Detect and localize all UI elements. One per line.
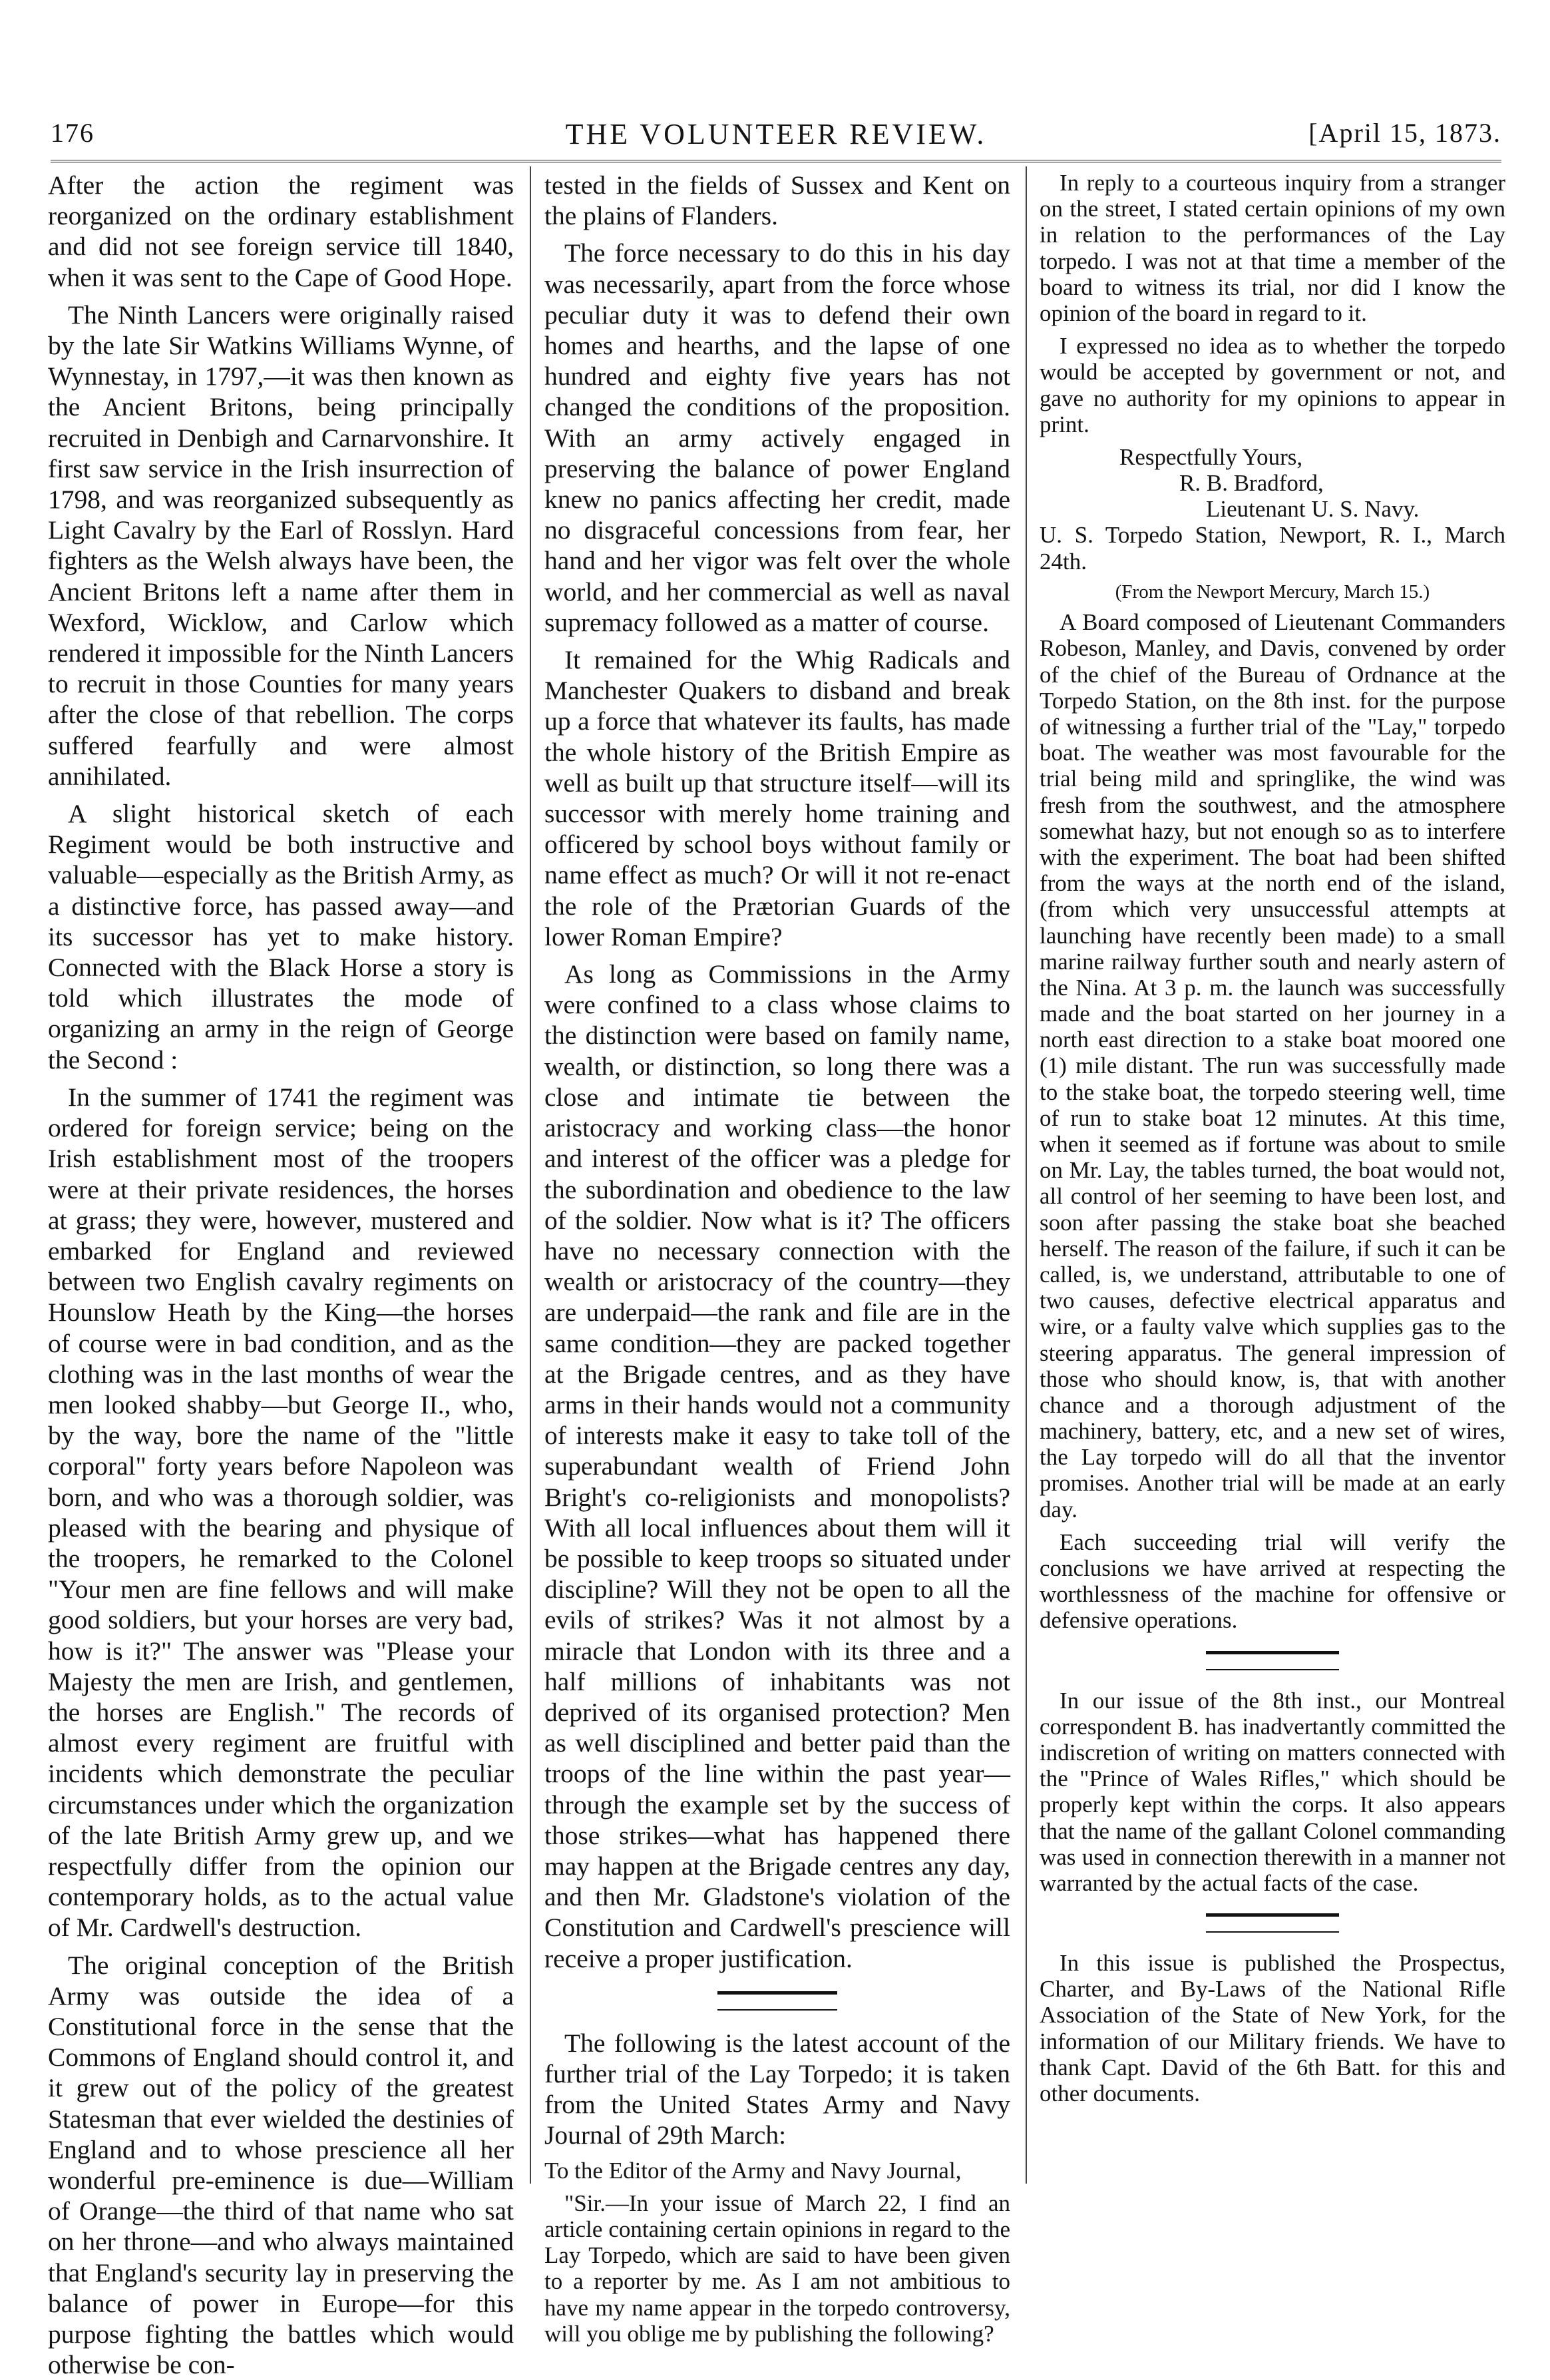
newspaper-title: THE VOLUNTEER REVIEW. (565, 118, 987, 150)
paragraph: A slight historical sketch of each Regiment would be both instructive and valuable—especially as the British Army, as a distinctive force, has passed away—and its successor has yet to make history. Connected with the Black Horse a story is told which illustrates the mode of organizing an army in the reign of George the Second : (48, 799, 514, 1074)
paragraph: In reply to a courteous inquiry from a stranger on the street, I stated certain opinions of my own in relation to the performances of the Lay torpedo. I was not at that time a member of the board to witness its trial, nor did I know the opinion of the board in regard to it. (1040, 170, 1505, 326)
paragraph: The following is the latest account of the further trial of the Lay Torpedo; it is taken from the United States Army and Navy Journal of 29th March: (544, 2028, 1010, 2150)
column-1 (48, 170, 514, 2380)
signature-closing: Respectfully Yours, (1119, 443, 1303, 470)
source-note: (From the Newport Mercury, March 15.) (1115, 581, 1430, 602)
section-separator (1206, 1651, 1339, 1670)
paragraph: In this issue is published the Prospectus, Charter, and By-Laws of the National Rifle Association of the State of New York, for the information of our Military friends. We have to thank Capt. David of the 6th Batt. for this and other documents. (1040, 1950, 1505, 2107)
issue-date: [April 15, 1873. (1308, 118, 1501, 148)
paragraph: In our issue of the 8th inst., our Montreal correspondent B. has inadvertantly committed the indiscretion of writing on matters connected with the "Prince of Wales Rifles," which should be properly kept within the corps. It also appears that the name of the gallant Colonel commanding was used in connection therewith in a manner not warranted by the actual facts of the case. (1040, 1687, 1505, 1896)
letter-heading: To the Editor of the Army and Navy Journal, (544, 2157, 962, 2184)
column-divider (530, 166, 531, 2184)
section-separator (1206, 1913, 1339, 1933)
page-header (51, 117, 1501, 157)
paragraph: I expressed no idea as to whether the torpedo would be accepted by government or not, and gave no authority for my opinions to appear in print. (1040, 333, 1505, 437)
section-separator (717, 1991, 837, 2011)
paragraph: After the action the regiment was reorganized on the ordinary establishment and did not see foreign service till 1840, when it was sent to the Cape of Good Hope. (48, 170, 514, 292)
signature-rank: Lieutenant U. S. Navy. (1206, 496, 1420, 523)
page-number: 176 (51, 118, 95, 148)
letter-body: "Sir.—In your issue of March 22, I find an article containing certain opinions in regard to the Lay Torpedo, which are said to have been given to a reporter by me. As I am not ambitious to have my name appear in the torpedo controversy, will you oblige me by publishing the following? (544, 2190, 1010, 2347)
paragraph: The force necessary to do this in his day was necessarily, apart from the force whose peculiar duty it was to defend their own homes and hearths, and the lapse of one hundred and eighty five years has not changed the conditions of the proposition. With an army actively engaged in preserving the balance of power England knew no panics affecting her credit, made no disgraceful concessions from fear, her hand and her vigor was felt over the whole world, and her commercial as well as naval supremacy followed as a matter of course. (544, 238, 1010, 637)
signature-place: U. S. Torpedo Station, Newport, R. I., March 24th. (1040, 522, 1505, 575)
paragraph: It remained for the Whig Radicals and Manchester Quakers to disband and break up a force that whatever its faults, has made the whole history of the British Empire as well as built up that structure itself—will its successor with merely home training and officered by school boys without family or name effect as much? Or will it not re-enact the role of the Prætorian Guards of the lower Roman Empire? (544, 645, 1010, 951)
paragraph: As long as Commissions in the Army were confined to a class whose claims to the distinction were based on family name, wealth, or distinction, so long there was a close and intimate tie between the aristocracy and working class—the honor and interest of the officer was a pledge for the subordination and obedience to the law of the soldier. Now what is it? The officers have no necessary connection with the wealth or aristocracy of the country—they are underpaid—the rank and file are in the same condition—they are packed together at the Brigade centres, and as they have arms in their hands would not a community of interests make it easy to take toll of the superabundant wealth of Friend John Bright's co-religionists and monopolists? With all local influences about them will it be possible to keep troops so situated under discipline? Will they not be open to all the evils of strikes? Was it not almost by a miracle that London with its three and a half millions of inhabitants was not deprived of its organised protection? Men as well disciplined and better paid than the troops of the line within the past year—through the example set by the success of those strikes—what has happened there may happen at the Brigade centres any day, and then Mr. Gladstone's violation of the Constitution and Cardwell's prescience will receive a proper justification. (544, 959, 1010, 1973)
paragraph: Each succeeding trial will verify the conclusions we have arrived at respecting the worthlessness of the machine for offensive or defensive operations. (1040, 1529, 1505, 1634)
paragraph: tested in the fields of Sussex and Kent on the plains of Flanders. (544, 170, 1010, 231)
header-rule (51, 160, 1501, 162)
paragraph: The Ninth Lancers were originally raised by the late Sir Watkins Williams Wynne, of Wynnestay, in 1797,—it was then known as the Ancient Britons, being principally recruited in Denbigh and Carnarvonshire. It first saw service in the Irish insurrection of 1798, and was reorganized subsequently as Light Cavalry by the Earl of Rosslyn. Hard fighters as the Welsh always have been, the Ancient Britons left a name after them in Wexford, Wicklow, and Carlow which rendered it impossible for the Ninth Lancers to recruit in those Counties for many years after the close of that rebellion. The corps suffered fearfully and were almost annihilated. (48, 300, 514, 791)
paragraph: In the summer of 1741 the regiment was ordered for foreign service; being on the Irish establishment most of the troopers were at their private residences, the horses at grass; they were, however, mustered and embarked for England and reviewed between two English cavalry regiments on Hounslow Heath by the King—the horses of course were in bad condition, and as the clothing was in the last months of wear the men looked shabby—but George II., who, by the way, bore the name of the "little corporal" forty years before Napoleon was born, and who was a thorough soldier, was pleased with the bearing and physique of the troopers, he remarked to the Colonel "Your men are fine fellows and will make good soldiers, but your horses are very bad, how is it?" The answer was "Please your Majesty the men are Irish, and gentlemen, the horses are English." The records of almost every regiment are fruitful with incidents which demonstrate the peculiar circumstances under which the organization of the late British Army grew up, and we respectfully differ from the opinion our contemporary holds, as to the actual value of Mr. Cardwell's destruction. (48, 1082, 514, 1943)
paragraph: A Board composed of Lieutenant Commanders Robeson, Manley, and Davis, convened by order of the chief of the Bureau of Ordnance at the Torpedo Station, on the 8th inst. for the purpose of witnessing a further trial of the "Lay," torpedo boat. The weather was most favourable for the trial being mild and springlike, the wind was fresh from the southwest, and the atmosphere somewhat hazy, but not enough so as to interfere with the experiment. The boat had been shifted from the ways at the north end of the island, (from which very unsuccessful attempts at launching have recently been made) to a small marine railway further south and nearly astern of the Nina. At 3 p. m. the launch was successfully made and the boat started on her journey in a north east direction to a stake boat moored one (1) mile distant. The run was successfully made to the stake boat, the torpedo steering well, time of run to stake boat 12 minutes. At this time, when it seemed as if fortune was about to smile on Mr. Lay, the tables turned, the boat would not, all control of her seeming to have been lost, and soon after passing the stake boat she beached herself. The reason of the failure, if such it can be called, is, we understand, attributable to one of two causes, defective electrical apparatus and wire, or a faulty valve which supplies gas to the steering apparatus. The general impression of those who should know, is, that with another chance and a thorough adjustment of the machinery, battery, etc, and a new set of wires, the Lay torpedo will do all that the inventor promises. Another trial will be made at an early day. (1040, 609, 1505, 1523)
column-2 (544, 170, 1010, 2347)
signature-name: R. B. Bradford, (1179, 470, 1324, 497)
column-3 (1040, 170, 1505, 2167)
paragraph: The original conception of the British Army was outside the idea of a Constitutional force in the sense that the Commons of England should control it, and it grew out of the policy of the greatest Statesman that ever wielded the destinies of England and to whose prescience all her wonderful pre-eminence is due—William of Orange—the third of that name who sat on her throne—and who always maintained that England's security lay in preserving the balance of power in Europe—for this purpose fighting the battles which would otherwise be con- (48, 1950, 514, 2380)
column-divider (1026, 166, 1027, 2184)
